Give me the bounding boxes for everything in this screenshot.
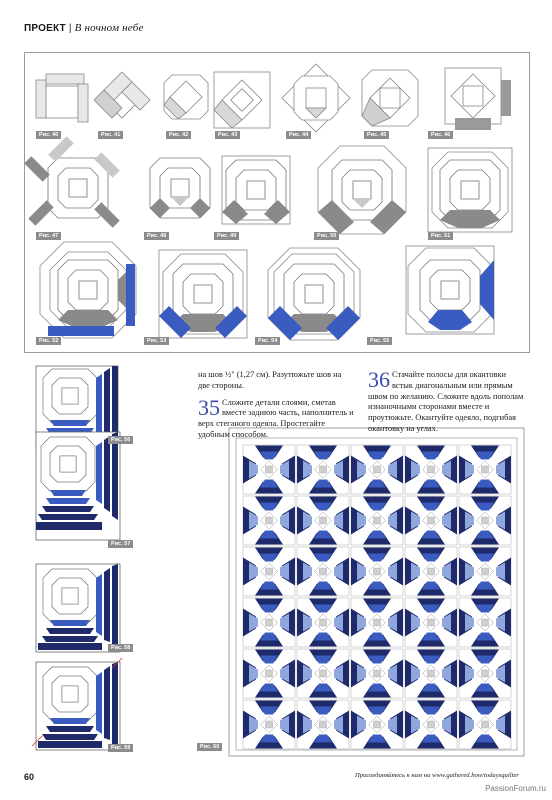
quilt-block — [297, 547, 349, 596]
diagram-fig46 — [445, 68, 511, 130]
quilt-block — [405, 445, 457, 494]
fig-label-42: Рис. 42 — [166, 131, 191, 139]
block-fig59 — [32, 658, 122, 750]
diagram-fig40 — [36, 74, 88, 122]
quilt-block — [297, 700, 349, 749]
quilt-block — [243, 598, 295, 647]
quilt-block — [243, 547, 295, 596]
diagram-fig48 — [150, 158, 210, 218]
text-column-left — [198, 370, 354, 441]
fig-label-60: Рис. 60 — [197, 743, 222, 751]
step-35 — [198, 394, 354, 441]
diagram-fig50 — [318, 146, 406, 234]
diagram-fig45 — [362, 70, 418, 126]
quilt-block — [351, 445, 403, 494]
quilt-block — [351, 700, 403, 749]
quilt-block — [351, 547, 403, 596]
fig-label-59: Рис. 59 — [108, 744, 133, 752]
fig-label-40: Рис. 40 — [36, 131, 61, 139]
fig-label-57: Рис. 57 — [108, 540, 133, 548]
fig-label-45: Рис. 45 — [364, 131, 389, 139]
quilt-block — [405, 547, 457, 596]
quilt-block — [297, 649, 349, 698]
diagram-fig53 — [159, 250, 247, 338]
diagram-fig55 — [406, 246, 494, 334]
fig-label-53: Рис. 53 — [144, 337, 169, 345]
diagram-fig49 — [222, 156, 290, 224]
diagram-fig43 — [214, 72, 270, 128]
diagram-fig51 — [428, 148, 512, 232]
quilt-block — [459, 547, 511, 596]
quilt-block — [459, 496, 511, 545]
fig-label-41: Рис. 41 — [98, 131, 123, 139]
section-label: ПРОЕКТ — [24, 23, 66, 34]
project-title: В ночном небе — [74, 22, 144, 34]
quilt-block — [243, 445, 295, 494]
diagram-fig41 — [94, 72, 150, 118]
quilt-block — [243, 649, 295, 698]
quilt-block — [405, 598, 457, 647]
step-35-text: Сложите детали слоями, сметав вместе задиюю часть, наполнитель и верх стеганого одеяла. Простегайте удобным способом. — [198, 397, 354, 439]
quilt-block — [351, 649, 403, 698]
step-36-number: 36 — [368, 367, 390, 392]
quilt-block — [351, 598, 403, 647]
fig-label-55: Рис. 55 — [367, 337, 392, 345]
footer-note: Присоединяйтесь к нам на www.gathered.how/todaysquilter — [355, 772, 519, 779]
fig-label-49: Рис. 49 — [214, 232, 239, 240]
fig-label-46: Рис. 46 — [428, 131, 453, 139]
quilt-block — [405, 649, 457, 698]
block-fig58 — [36, 564, 120, 652]
diagram-fig47 — [24, 136, 119, 227]
quilt-block — [351, 496, 403, 545]
fig-label-47: Рис. 47 — [36, 232, 61, 240]
step-36-text: Стачайте полосы для окантовки встык диагональным или прямым швом по желанию. Сложите вдоль пополам изнаночными сторонами вместе и проутюжьте. Окантуйте одеяло, подгибая окантовку на углах. — [368, 370, 524, 433]
page-number: 60 — [24, 772, 35, 782]
quilt-block — [297, 445, 349, 494]
text-column-right — [368, 367, 524, 435]
fig-label-54: Рис. 54 — [255, 337, 280, 345]
step-35-number: 35 — [198, 394, 220, 420]
header-separator: | — [68, 23, 72, 34]
quilt-fig60 — [229, 428, 524, 756]
fig-label-56: Рис. 56 — [108, 436, 133, 444]
quilt-block — [405, 700, 457, 749]
fig-label-50: Рис. 50 — [314, 232, 339, 240]
fig-label-48: Рис. 48 — [144, 232, 169, 240]
fig-label-58: Рис. 58 — [108, 644, 133, 652]
diagram-fig42 — [164, 75, 208, 119]
fig-label-44: Рис. 44 — [286, 131, 311, 139]
quilt-block — [297, 496, 349, 545]
quilt-block — [405, 496, 457, 545]
diagram-fig54 — [268, 248, 360, 340]
fig-label-51: Рис. 51 — [428, 232, 453, 240]
block-fig57 — [36, 432, 120, 540]
intro-text: на шов ½" (1,27 см). Разутюжьте шов на две стороны. — [198, 370, 342, 390]
quilt-block — [459, 445, 511, 494]
watermark: PassionForum.ru — [485, 784, 546, 793]
quilt-block — [243, 700, 295, 749]
quilt-block — [243, 496, 295, 545]
diagram-fig52 — [40, 242, 136, 338]
fig-label-43: Рис. 43 — [215, 131, 240, 139]
diagram-fig44 — [282, 64, 350, 132]
step-36 — [368, 367, 524, 435]
quilt-block — [459, 700, 511, 749]
fig-label-52: Рис. 52 — [36, 337, 61, 345]
quilt-block — [459, 649, 511, 698]
quilt-block — [459, 598, 511, 647]
quilt-block — [297, 598, 349, 647]
